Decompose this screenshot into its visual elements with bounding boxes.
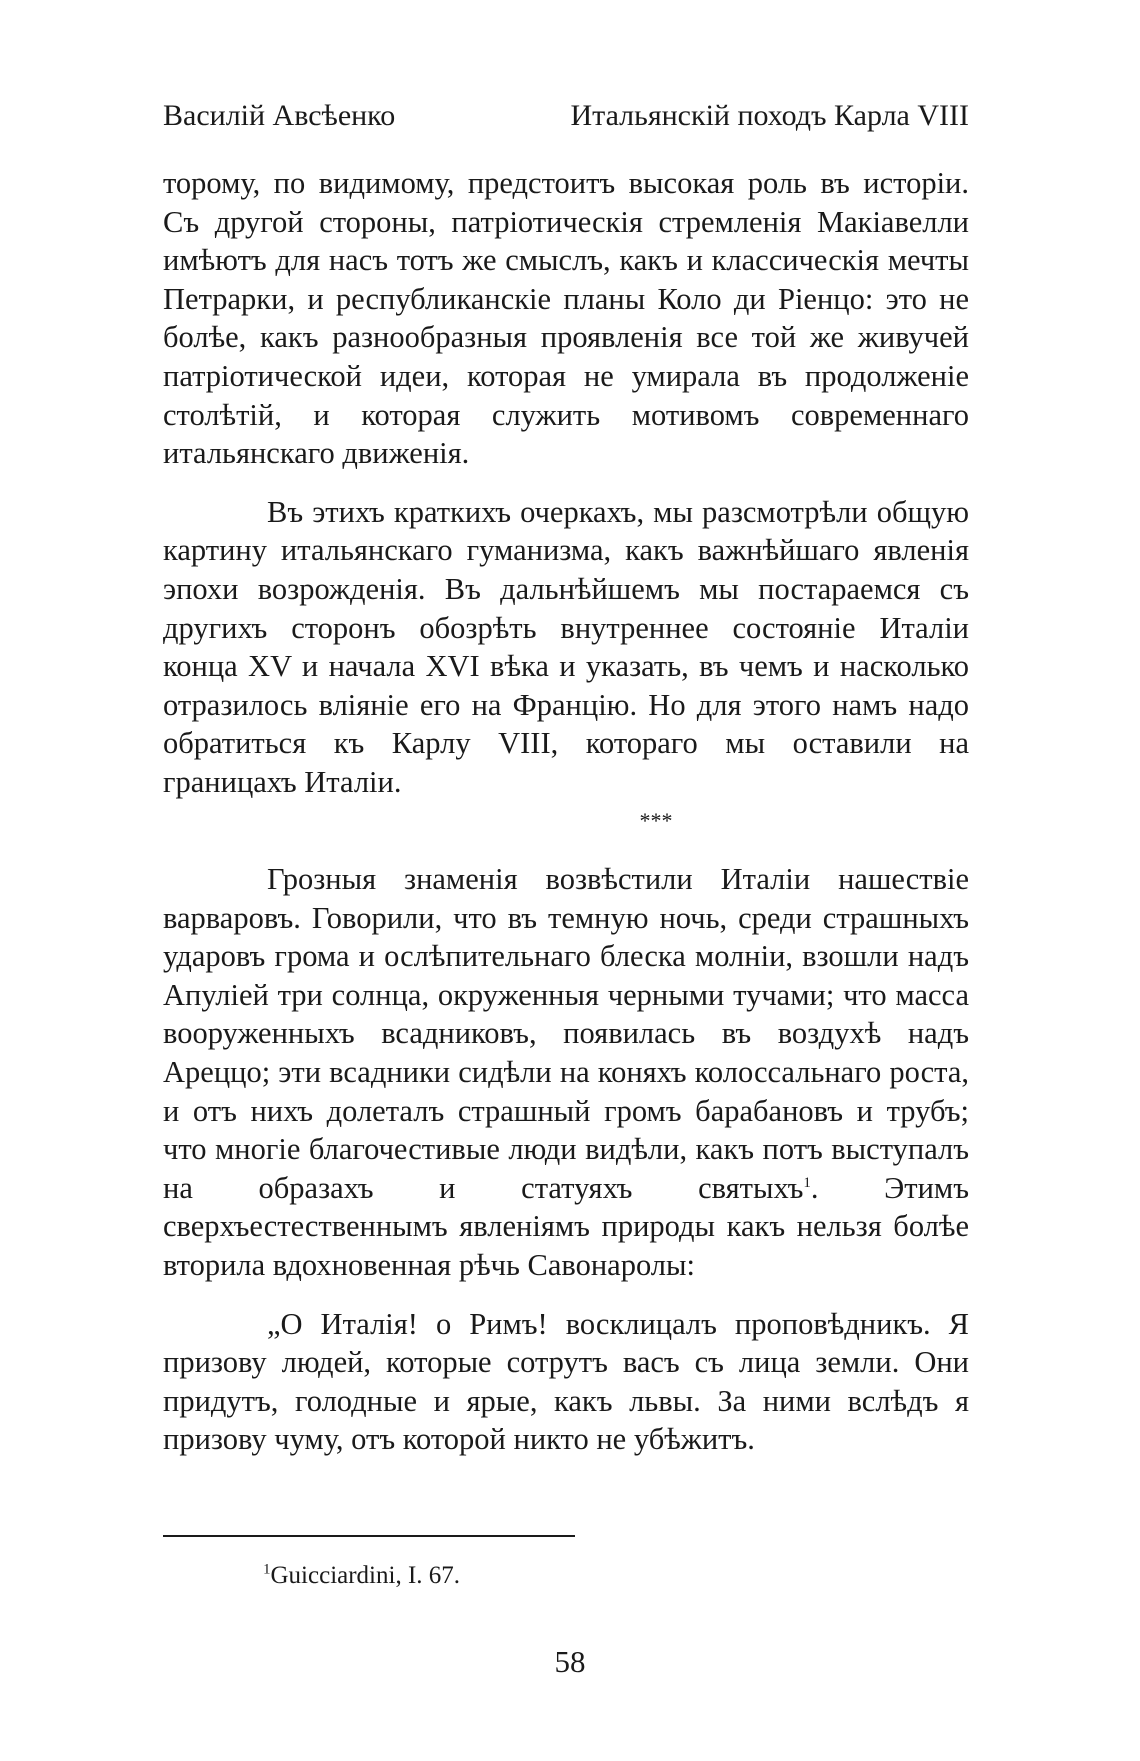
footnote-reference[interactable]: 1 xyxy=(803,1174,811,1191)
section-separator: *** xyxy=(639,807,673,833)
paragraph-3-text-b: . Этимъ сверхъестественнымъ явленіямъ природы какъ нельзя болѣе вторила вдохновенная рѣчь Савонаролы: xyxy=(163,1170,969,1283)
running-head-title: Итальянскій походъ Карла VIII xyxy=(570,99,969,132)
paragraph-3-text-a: Грозныя знаменія возвѣстили Италіи нашествіе варваровъ. Говорили, что въ темную ночь, среди страшныхъ ударовъ грома и ослѣпительнаго блеска молніи, взошли надъ Апуліей три солнца, окруженныя черными тучами; что масса вооруженныхъ всадниковъ, появилась въ воздухѣ надъ Ареццо; эти всадники сидѣли на коняхъ колоссальнаго роста, и отъ нихъ долеталъ страшный громъ барабановъ и трубъ; что многіе благочестивые люди видѣли, какъ потъ выступалъ на образахъ и статуяхъ святыхъ xyxy=(163,862,969,1205)
footnote-rule xyxy=(163,1535,575,1537)
paragraph-3 xyxy=(163,860,969,1285)
running-head-author: Василій Авсѣенко xyxy=(163,99,396,132)
footnote-text: Guicciardini, I. 67. xyxy=(270,1562,461,1589)
body-text xyxy=(163,164,969,1459)
page-number: 58 xyxy=(554,1644,586,1679)
paragraph-2: Въ этихъ краткихъ очеркахъ, мы разсмотрѣли общую картину итальянскаго гуманизма, какъ важнѣйшаго явленія эпохи возрожденія. Въ дальнѣйшемъ мы постараемся съ другихъ сторонъ обозрѣть внутреннее состояніе Италіи конца XV и начала XVI вѣка и указать, въ чемъ и насколько отразилось вліяніе его на Францію. Но для этого намъ надо обратиться къ Карлу VIII, котораго мы оставили на границахъ Италіи. xyxy=(163,494,969,799)
footnote xyxy=(263,1560,460,1592)
paragraph-1: торому, по видимому, предстоитъ высокая роль въ исторіи. Съ другой стороны, патріотическія стремленія Макіавелли имѣютъ для насъ тотъ же смыслъ, какъ и классическія мечты Петрарки, и республиканскіе планы Коло ди Ріенцо: это не болѣе, какъ разнообразныя проявленія все той же живучей патріотической идеи, которая не умирала въ продолженіе столѣтій, и которая служить мотивомъ современнаго итальянскаго движенія. xyxy=(163,166,969,471)
paragraph-4: „О Италія! о Римъ! восклицалъ проповѣдникъ. Я призову людей, которые сотрутъ васъ съ лица земли. Они придутъ, голодные и ярые, какъ львы. За ними вслѣдъ я призову чуму, отъ которой никто не убѣжитъ. xyxy=(163,1306,969,1457)
footnote-mark: 1 xyxy=(263,1561,271,1578)
running-head xyxy=(163,96,969,136)
